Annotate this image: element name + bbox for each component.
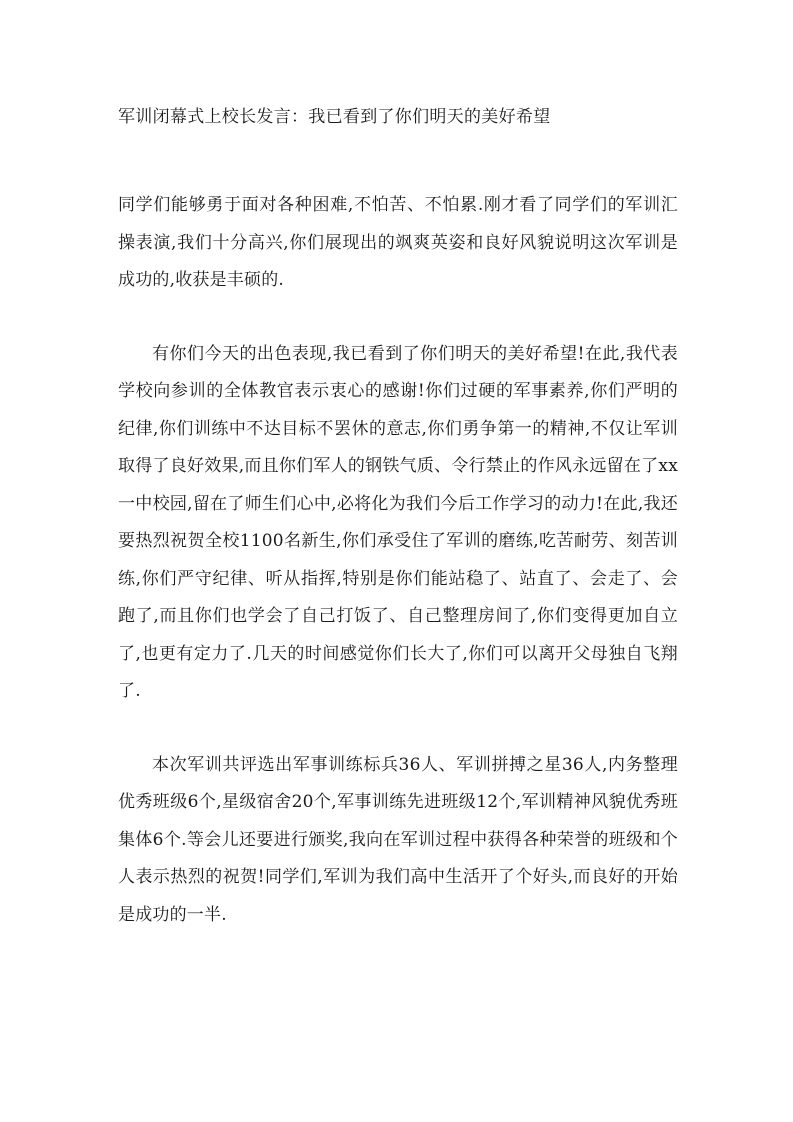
paragraph-1: 同学们能够勇于面对各种困难,不怕苦、不怕累.刚才看了同学们的军训汇操表演,我们十分高兴,你们展现出的飒爽英姿和良好风貌说明这次军训是成功的,收获是丰硕的.: [118, 195, 678, 290]
paragraph-2: 有你们今天的出色表现,我已看到了你们明天的美好希望!在此,我代表学校向参训的全体教官表示衷心的感谢!你们过硬的军事素养,你们严明的纪律,你们训练中不达目标不罢休的意志,你们勇争第一的精神,不仅让军训取得了良好效果,而且你们军人的钢铁气质、令行禁止的作风永远留在了xx一中校园,留在了师生们心中,必将化为我们今后工作学习的动力!在此,我还要热烈祝贺全校1100名新生,你们承受住了军训的磨练,吃苦耐劳、刻苦训练,你们严守纪律、听从指挥,特别是你们能站稳了、站直了、会走了、会跑了,而且你们也学会了自己打饭了、自己整理房间了,你们变得更加自立了,也更有定力了.几天的时间感觉你们长大了,你们可以离开父母独自飞翔了.: [118, 343, 678, 701]
paragraph-3: 本次军训共评选出军事训练标兵36人、军训拼搏之星36人,内务整理优秀班级6个,星级宿舍20个,军事训练先进班级12个,军训精神风貌优秀班集体6个.等会儿还要进行颁奖,我向在军训过程中获得各种荣誉的班级和个人表示热烈的祝贺!同学们,军训为我们高中生活开了个好头,而良好的开始是成功的一半.: [118, 754, 678, 925]
document-title: 军训闭幕式上校长发言：我已看到了你们明天的美好希望: [118, 107, 551, 127]
document-body: [118, 104, 678, 934]
